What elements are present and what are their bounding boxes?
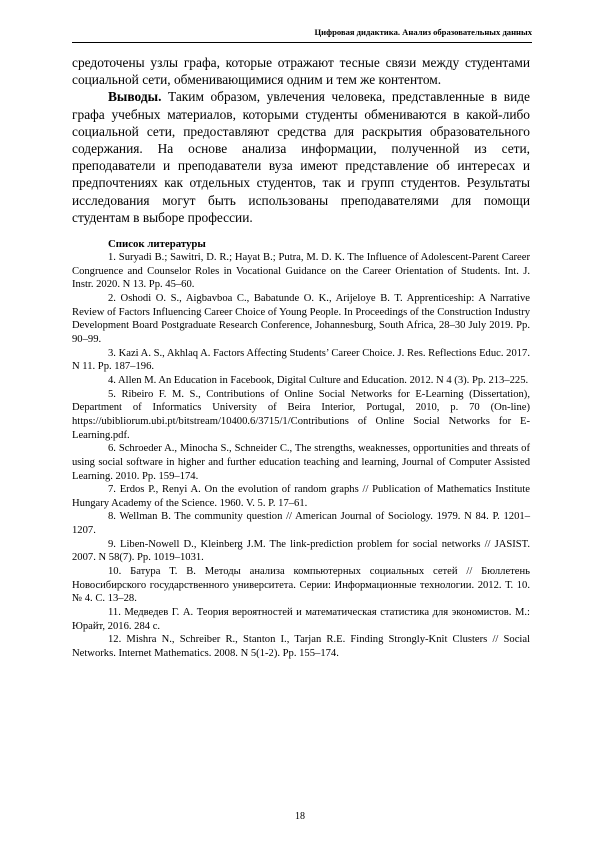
reference-item-11: 11. Медведев Г. А. Теория вероятностей и математическая статистика для экономистов. М.: Юрайт, 2016. 284 с.	[72, 607, 530, 632]
reference-list	[72, 237, 530, 661]
body-text	[72, 54, 530, 226]
conclusion-text: Таким образом, увлечения человека, представленные в виде графа учебных материалов, которыми студенты обмениваются в какой-либо социальной сети, предоставляют средства для раскрытия образовательного содержания. На основе анализа информации, полученной из сети, преподаватели и преподаватели вуза имеют представление об интересах и предпочтениях как отдельных студентов, так и групп студентов. Результаты исследования могут быть использованы преподавателями для помощи студентам в выборе профессии.	[72, 89, 530, 225]
header-rule	[72, 42, 532, 43]
reference-item-1: 1. Suryadi B.; Sawitri, D. R.; Hayat B.; Putra, M. D. K. The Influence of Adolescent-Parent Career Congruence and Counselor Roles in Vocational Guidance on the Career Orientation of Students. Int. J. Instr. 2020. N 13. Pp. 45–60.	[72, 252, 530, 291]
page-number: 18	[295, 811, 305, 822]
conclusion-paragraph	[72, 88, 530, 226]
reference-item-12: 12. Mishra N., Schreiber R., Stanton I., Tarjan R.E. Finding Strongly-Knit Clusters // Social Networks. Internet Mathematics. 2008. N 5(1-2). Pp. 155–174.	[72, 634, 530, 660]
paragraph-continuation: средоточены узлы графа, которые отражают тесные связи между студентами социальной сети, обменивающимися одним и тем же контентом.	[72, 55, 530, 88]
running-header: Цифровая дидактика. Анализ образовательных данных	[314, 27, 532, 37]
reference-item-9: 9. Liben-Nowell D., Kleinberg J.M. The link-prediction problem for social networks // JASIST. 2007. N 58(7). Pp. 1019–1031.	[72, 538, 530, 564]
conclusion-label: Выводы.	[108, 89, 162, 105]
reference-item-4: 4. Allen M. An Education in Facebook, Digital Culture and Education. 2012. N 4 (3). Pp. 213–225.	[108, 374, 529, 386]
reference-heading: Список литературы	[108, 238, 206, 250]
reference-item-7: 7. Erdos P., Renyi A. On the evolution of random graphs // Publication of Mathematics Institute Hungary Academy of the Science. 1960. V. 5. P. 17–61.	[72, 484, 530, 509]
reference-item-5: 5. Ribeiro F. M. S., Contributions of Online Social Networks for E-Learning (Dissertation), Department of Informatics University of Beira Interior, Portugal, 2010, p. 70 (On-line) https://ubibliorum.ubi.pt/bitstream/10400.6/3715/1/Contributions of Online Social Networks for E-Learning.pdf.	[72, 388, 530, 441]
reference-item-3: 3. Kazi A. S., Akhlaq A. Factors Affecting Students’ Career Choice. J. Res. Reflections Educ. 2017. N 11. Pp. 187–196.	[72, 347, 530, 373]
reference-item-8: 8. Wellman B. The community question // American Journal of Sociology. 1979. N 84. P. 1201–1207.	[72, 511, 530, 537]
reference-item-6: 6. Schroeder A., Minocha S., Schneider C., The strengths, weaknesses, opportunities and threats of using social software in higher and further education teaching and learning, Journal of Computer Assisted Learning. 2010. Pp. 159–174.	[72, 443, 530, 482]
reference-item-2: 2. Oshodi O. S., Aigbavboa C., Babatunde O. K., Arijeloye B. T. Apprenticeship: A Narrative Review of Factors Influencing Career Choice of Young People. In Proceedings of the Construction Industry Development Board Postgraduate Research Conference, Johannesburg, South Africa, 28–30 July 2019. Pp. 90–99.	[72, 292, 530, 345]
reference-item-10: 10. Батура Т. В. Методы анализа компьютерных социальных сетей // Бюллетень Новосибирского государственного университета. Серии: Информационные технологии. 2012. Т. 10. № 4. С. 13–28.	[72, 566, 530, 605]
